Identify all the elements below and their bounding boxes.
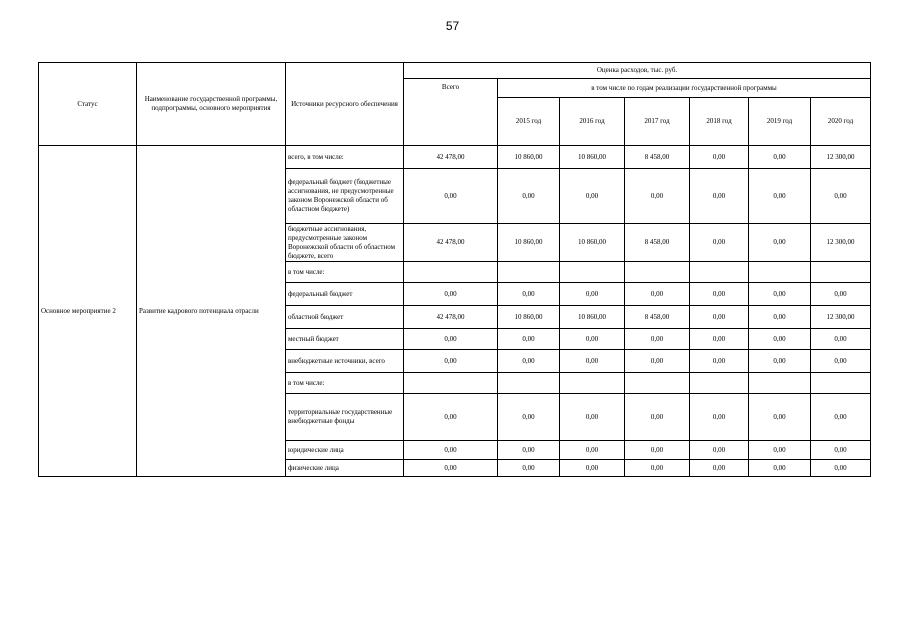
year-value-cell: 0,00	[625, 283, 690, 306]
year-value-cell	[749, 262, 811, 283]
year-value-cell: 12 300,00	[811, 146, 871, 169]
year-value-cell: 0,00	[560, 460, 625, 477]
year-value-cell: 0,00	[811, 329, 871, 350]
total-value-cell: 0,00	[404, 394, 498, 441]
header-year: 2016 год	[560, 98, 625, 146]
year-value-cell	[560, 262, 625, 283]
year-value-cell: 0,00	[690, 350, 749, 373]
year-value-cell: 0,00	[749, 394, 811, 441]
source-cell: областной бюджет	[286, 306, 404, 329]
year-value-cell: 0,00	[749, 224, 811, 262]
header-year: 2015 год	[498, 98, 560, 146]
year-value-cell: 0,00	[498, 350, 560, 373]
year-value-cell: 0,00	[560, 329, 625, 350]
source-cell: физические лица	[286, 460, 404, 477]
year-value-cell	[690, 373, 749, 394]
total-value-cell: 0,00	[404, 460, 498, 477]
source-cell: местный бюджет	[286, 329, 404, 350]
year-value-cell: 0,00	[625, 329, 690, 350]
year-value-cell	[811, 262, 871, 283]
header-by-years: в том числе по годам реализации государственной программы	[498, 79, 871, 98]
year-value-cell	[625, 373, 690, 394]
page-number: 57	[445, 19, 460, 33]
year-value-cell: 0,00	[811, 169, 871, 224]
status-cell: Основное мероприятие 2	[39, 146, 137, 477]
year-value-cell: 0,00	[811, 441, 871, 460]
year-value-cell: 0,00	[690, 441, 749, 460]
header-name: Наименование государственной программы, подпрограммы, основного мероприятия	[137, 63, 286, 146]
year-value-cell: 8 458,00	[625, 306, 690, 329]
header-year: 2019 год	[749, 98, 811, 146]
source-cell: юридические лица	[286, 441, 404, 460]
year-value-cell	[560, 373, 625, 394]
year-value-cell: 0,00	[749, 441, 811, 460]
year-value-cell: 0,00	[498, 460, 560, 477]
total-value-cell	[404, 262, 498, 283]
year-value-cell	[498, 373, 560, 394]
year-value-cell: 0,00	[749, 460, 811, 477]
year-value-cell: 0,00	[749, 283, 811, 306]
year-value-cell: 0,00	[690, 306, 749, 329]
year-value-cell: 0,00	[498, 441, 560, 460]
total-value-cell: 0,00	[404, 441, 498, 460]
source-cell: бюджетные ассигнования, предусмотренные законом Воронежской области об областном бюджете, всего	[286, 224, 404, 262]
year-value-cell: 0,00	[625, 350, 690, 373]
total-value-cell: 0,00	[404, 283, 498, 306]
source-cell: в том числе:	[286, 262, 404, 283]
year-value-cell: 0,00	[498, 329, 560, 350]
year-value-cell	[811, 373, 871, 394]
header-year: 2018 год	[690, 98, 749, 146]
year-value-cell: 8 458,00	[625, 224, 690, 262]
year-value-cell: 0,00	[690, 394, 749, 441]
year-value-cell: 8 458,00	[625, 146, 690, 169]
year-value-cell: 0,00	[749, 306, 811, 329]
total-value-cell: 0,00	[404, 329, 498, 350]
year-value-cell: 0,00	[811, 350, 871, 373]
total-value-cell: 0,00	[404, 169, 498, 224]
source-cell: федеральный бюджет	[286, 283, 404, 306]
year-value-cell: 10 860,00	[560, 224, 625, 262]
year-value-cell: 0,00	[690, 146, 749, 169]
source-cell: федеральный бюджет (бюджетные ассигнования, не предусмотренные законом Воронежской области об областном бюджете)	[286, 169, 404, 224]
total-value-cell: 42 478,00	[404, 146, 498, 169]
year-value-cell: 0,00	[690, 283, 749, 306]
year-value-cell: 0,00	[498, 283, 560, 306]
year-value-cell: 10 860,00	[498, 146, 560, 169]
year-value-cell: 10 860,00	[498, 224, 560, 262]
year-value-cell	[749, 373, 811, 394]
year-value-cell: 12 300,00	[811, 224, 871, 262]
year-value-cell: 10 860,00	[498, 306, 560, 329]
year-value-cell: 0,00	[749, 350, 811, 373]
year-value-cell: 0,00	[811, 283, 871, 306]
year-value-cell: 0,00	[690, 169, 749, 224]
header-total: Всего	[404, 79, 498, 146]
source-cell: всего, в том числе:	[286, 146, 404, 169]
source-cell: внебюджетные источники, всего	[286, 350, 404, 373]
year-value-cell: 0,00	[749, 169, 811, 224]
year-value-cell: 0,00	[690, 329, 749, 350]
year-value-cell: 0,00	[811, 460, 871, 477]
year-value-cell: 0,00	[625, 394, 690, 441]
source-cell: территориальные государственные внебюджетные фонды	[286, 394, 404, 441]
year-value-cell	[498, 262, 560, 283]
header-year: 2020 год	[811, 98, 871, 146]
budget-table	[38, 62, 871, 477]
total-value-cell: 0,00	[404, 350, 498, 373]
year-value-cell: 0,00	[749, 146, 811, 169]
year-value-cell: 0,00	[690, 460, 749, 477]
year-value-cell: 0,00	[498, 394, 560, 441]
year-value-cell: 0,00	[560, 169, 625, 224]
year-value-cell: 0,00	[560, 283, 625, 306]
year-value-cell: 10 860,00	[560, 306, 625, 329]
year-value-cell	[625, 262, 690, 283]
header-status: Статус	[39, 63, 137, 146]
year-value-cell	[690, 262, 749, 283]
year-value-cell: 0,00	[625, 169, 690, 224]
header-cost-estimate: Оценка расходов, тыс. руб.	[404, 63, 871, 79]
year-value-cell: 0,00	[560, 441, 625, 460]
source-cell: в том числе:	[286, 373, 404, 394]
year-value-cell: 12 300,00	[811, 306, 871, 329]
year-value-cell: 0,00	[690, 224, 749, 262]
year-value-cell: 0,00	[749, 329, 811, 350]
header-year: 2017 год	[625, 98, 690, 146]
year-value-cell: 0,00	[498, 169, 560, 224]
year-value-cell: 0,00	[625, 460, 690, 477]
header-sources: Источники ресурсного обеспечения	[286, 63, 404, 146]
year-value-cell: 0,00	[811, 394, 871, 441]
table-row	[39, 146, 871, 169]
total-value-cell: 42 478,00	[404, 306, 498, 329]
total-value-cell	[404, 373, 498, 394]
name-cell: Развитие кадрового потенциала отрасли	[137, 146, 286, 477]
year-value-cell: 0,00	[560, 394, 625, 441]
year-value-cell: 10 860,00	[560, 146, 625, 169]
total-value-cell: 42 478,00	[404, 224, 498, 262]
year-value-cell: 0,00	[625, 441, 690, 460]
year-value-cell: 0,00	[560, 350, 625, 373]
